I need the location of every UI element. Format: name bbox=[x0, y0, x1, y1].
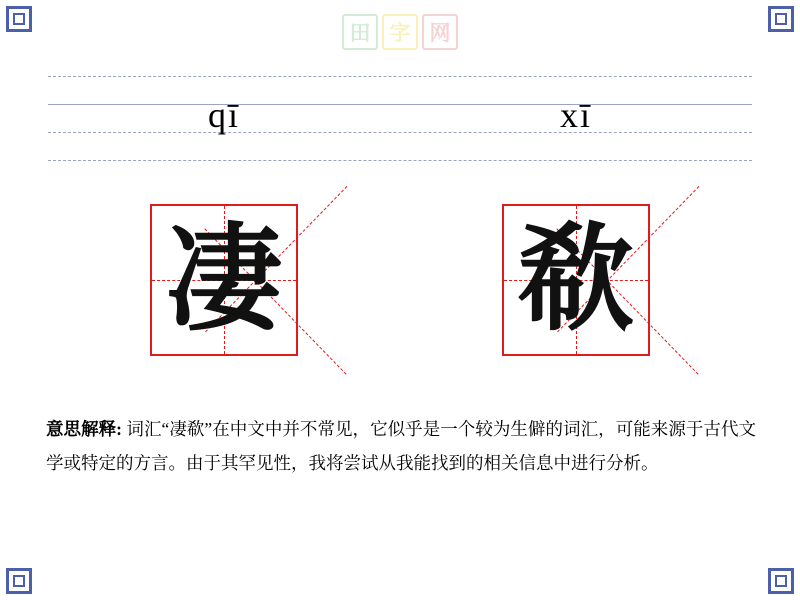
watermark-char-3: 网 bbox=[422, 14, 458, 50]
character-cell-1 bbox=[48, 200, 400, 360]
character-grid-row bbox=[48, 200, 752, 360]
corner-ornament-top-left bbox=[6, 6, 32, 32]
character-glyph-2: 欷 bbox=[518, 212, 634, 347]
character-cell-2 bbox=[400, 200, 752, 360]
tianzige-box-2 bbox=[502, 204, 650, 356]
corner-ornament-inner bbox=[775, 13, 787, 25]
explanation-text: 词汇“凄欷”在中文中并不常见，它似乎是一个较为生僻的词汇，可能来源于古代文学或特定的方言。由于其罕见性，我将尝试从我能找到的相关信息中进行分析。 bbox=[46, 419, 756, 474]
pinyin-row bbox=[48, 76, 752, 160]
corner-ornament-bottom-right bbox=[768, 568, 794, 594]
character-glyph-1: 凄 bbox=[166, 212, 282, 347]
explanation-label: 意思解释: bbox=[46, 419, 122, 439]
staff-line-4 bbox=[48, 160, 752, 161]
watermark-char-2: 字 bbox=[382, 14, 418, 50]
pinyin-cell-1: qī bbox=[207, 95, 240, 135]
pinyin-cell-2: xī bbox=[559, 95, 592, 135]
corner-ornament-inner bbox=[13, 575, 25, 587]
corner-ornament-top-right bbox=[768, 6, 794, 32]
corner-ornament-inner bbox=[13, 13, 25, 25]
watermark-logo bbox=[342, 14, 458, 50]
corner-ornament-inner bbox=[775, 575, 787, 587]
corner-ornament-bottom-left bbox=[6, 568, 32, 594]
pinyin-staff bbox=[48, 76, 752, 160]
tianzige-box-1 bbox=[150, 204, 298, 356]
explanation-paragraph bbox=[46, 412, 756, 480]
watermark-char-1: 田 bbox=[342, 14, 378, 50]
